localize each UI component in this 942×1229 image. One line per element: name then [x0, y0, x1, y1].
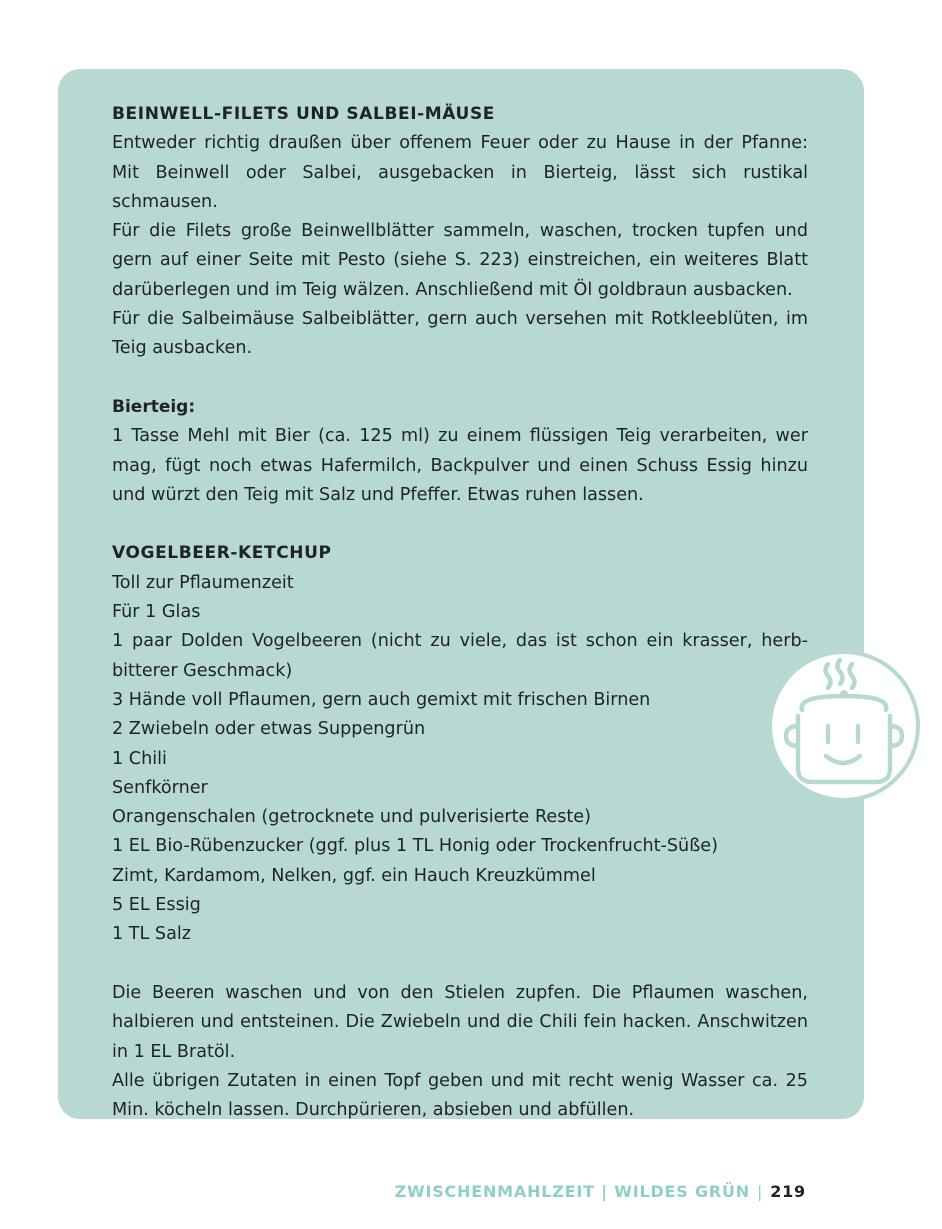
page-number: 219	[770, 1182, 806, 1201]
ingredient-line: Senfkörner	[112, 777, 208, 798]
ketchup-step-1: Die Beeren waschen und von den Stielen zupfen. Die Pflaumen waschen, halbieren und entsteinen. Die Zwiebeln und die Chili fein hacken. Anschwitzen in 1 EL Bratöl.	[112, 982, 808, 1062]
bierteig-text: 1 Tasse Mehl mit Bier (ca. 125 ml) zu einem flüssigen Teig verarbeiten, wer mag, fügt noch etwas Hafermilch, Backpulver und einen Schuss Essig hinzu und würzt den Teig mit Salz und Pfeffer. Etwas ruhen lassen.	[112, 426, 808, 505]
ingredient-line: Toll zur Pflaumenzeit	[112, 572, 294, 593]
ingredient-line: Zimt, Kardamom, Nelken, ggf. ein Hauch Kreuzkümmel	[112, 865, 596, 886]
ingredient-line: 1 paar Dolden Vogelbeeren (nicht zu viele, das ist schon ein krasser, herb-bitterer Geschmack)	[112, 631, 808, 681]
ingredient-line: 5 EL Essig	[112, 895, 201, 916]
ingredient-line: Für 1 Glas	[112, 602, 201, 623]
recipe-heading-beinwell: BEINWELL-FILETS UND SALBEI-MÄUSE	[112, 104, 496, 124]
recipe-heading-ketchup: VOGELBEER-KETCHUP	[112, 543, 332, 564]
cooking-pot-icon	[766, 648, 922, 804]
recipe-maeuse-instructions: Für die Salbeimäuse Salbeiblätter, gern auch versehen mit Rotkleeblüten, im Teig ausbacken.	[112, 309, 808, 359]
ingredient-line: 3 Hände voll Pflaumen, gern auch gemixt mit frischen Birnen	[112, 689, 651, 710]
recipe-intro: Entweder richtig draußen über offenem Feuer oder zu Hause in der Pfanne: Mit Beinwell oder Salbei, ausgebacken in Bierteig, lässt sich rustikal schmausen.	[112, 133, 808, 212]
ingredient-line: 1 Chili	[112, 748, 167, 769]
footer-separator: |	[756, 1182, 764, 1201]
bierteig-label: Bierteig:	[112, 396, 196, 417]
ingredient-line: 1 TL Salz	[112, 924, 192, 945]
footer-section-title: ZWISCHENMAHLZEIT | WILDES GRÜN	[394, 1182, 750, 1201]
ketchup-step-2: Alle übrigen Zutaten in einen Topf geben und mit recht wenig Wasser ca. 25 Min. köcheln lassen. Durchpürieren, absieben und abfüllen.	[112, 1070, 808, 1121]
recipe-filets-instructions: Für die Filets große Beinwellblätter sammeln, waschen, trocken tupfen und gern auf einer Seite mit Pesto (siehe S. 223) einstreichen, ein weiteres Blatt darüberlegen und im Teig wälzen. Anschließend mit Öl goldbraun ausbacken.	[112, 221, 808, 300]
ingredient-line: 2 Zwiebeln oder etwas Suppengrün	[112, 719, 426, 740]
ingredient-line: Orangenschalen (getrocknete und pulverisierte Reste)	[112, 807, 591, 828]
ingredient-line: 1 EL Bio-Rübenzucker (ggf. plus 1 TL Honig oder Trockenfrucht-Süße)	[112, 836, 718, 857]
recipe-content	[112, 100, 808, 1125]
page-footer	[395, 1182, 806, 1201]
